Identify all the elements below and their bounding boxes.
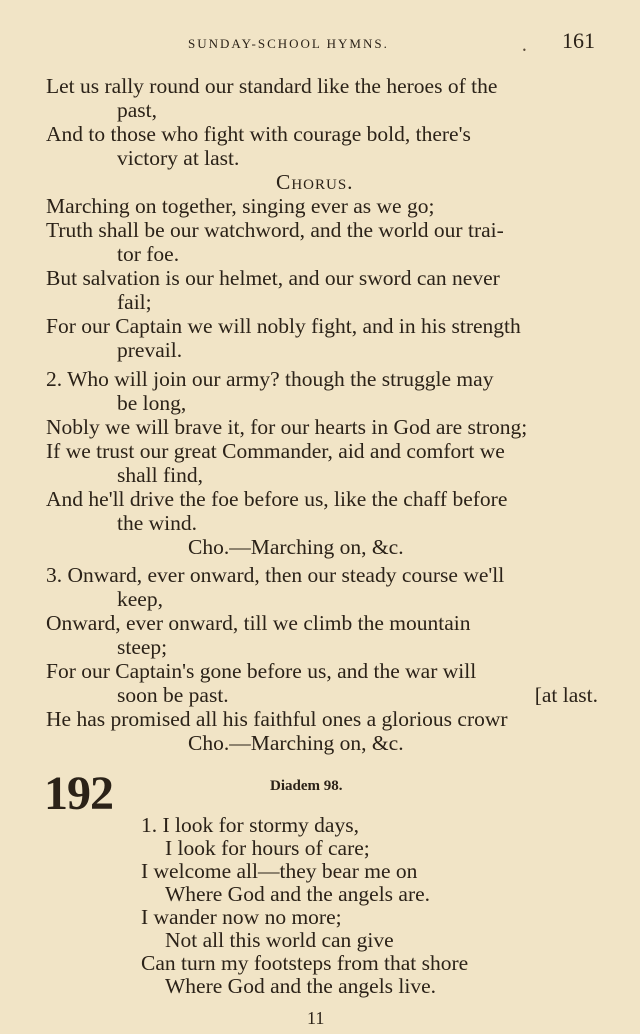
verse-line: Not all this world can give <box>165 928 394 952</box>
verse-line: 1. I look for stormy days, <box>141 813 359 837</box>
verse-line: past, <box>117 98 158 122</box>
verse-line: Let us rally round our standard like the heroes of the <box>46 74 498 98</box>
chorus-line: prevail. <box>117 338 183 362</box>
running-title: SUNDAY-SCHOOL HYMNS. <box>188 36 389 51</box>
verse-line: victory at last. <box>117 146 240 170</box>
page-header <box>0 28 640 58</box>
verse-line: Where God and the angels live. <box>165 974 437 998</box>
verse-line: 3. Onward, ever onward, then our steady course we'll <box>46 563 505 587</box>
page-number: 161 <box>562 28 595 53</box>
verse-line: He has promised all his faithful ones a glorious crowr <box>46 707 508 731</box>
verse-line: keep, <box>117 587 163 611</box>
verse-line: Onward, ever onward, till we climb the mountain <box>46 611 471 635</box>
verse-line: If we trust our great Commander, aid and comfort we <box>46 439 505 463</box>
verse-line: And he'll drive the foe before us, like the chaff before <box>46 487 508 511</box>
verse-line: 2. Who will join our army? though the struggle may <box>46 367 494 391</box>
tune-name: Diadem 98. <box>270 778 343 794</box>
signature-mark: 11 <box>307 1008 325 1028</box>
chorus-line: Marching on together, singing ever as we go; <box>46 194 435 218</box>
chorus-line: Truth shall be our watchword, and the world our trai- <box>46 218 504 242</box>
chorus-reference: Cho.—Marching on, &c. <box>188 535 404 559</box>
verse-line: And to those who fight with courage bold, there's <box>46 122 471 146</box>
verse-line-turnover: [at last. <box>534 683 598 707</box>
verse-line: Nobly we will brave it, for our hearts in God are strong; <box>46 415 528 439</box>
verse-line: Where God and the angels are. <box>165 882 431 906</box>
hymn-number: 192 <box>44 767 113 820</box>
chorus-heading: Chorus. <box>276 170 354 194</box>
chorus-line: For our Captain we will nobly fight, and in his strength <box>46 314 521 338</box>
verse-line: steep; <box>117 635 168 659</box>
verse-line: I welcome all—they bear me on <box>141 859 418 883</box>
chorus-line: tor foe. <box>117 242 180 266</box>
verse-line: I wander now no more; <box>141 905 342 929</box>
verse-line: Can turn my footsteps from that shore <box>141 951 469 975</box>
verse-line: I look for hours of care; <box>165 836 370 860</box>
verse-line: the wind. <box>117 511 198 535</box>
chorus-line: But salvation is our helmet, and our sword can never <box>46 266 500 290</box>
chorus-reference: Cho.—Marching on, &c. <box>188 731 404 755</box>
verse-line: For our Captain's gone before us, and the war will <box>46 659 477 683</box>
chorus-line: fail; <box>117 290 152 314</box>
verse-line: shall find, <box>117 463 203 487</box>
verse-line: soon be past. <box>117 683 229 707</box>
verse-line: be long, <box>117 391 187 415</box>
dot-ornament: • <box>522 46 527 55</box>
